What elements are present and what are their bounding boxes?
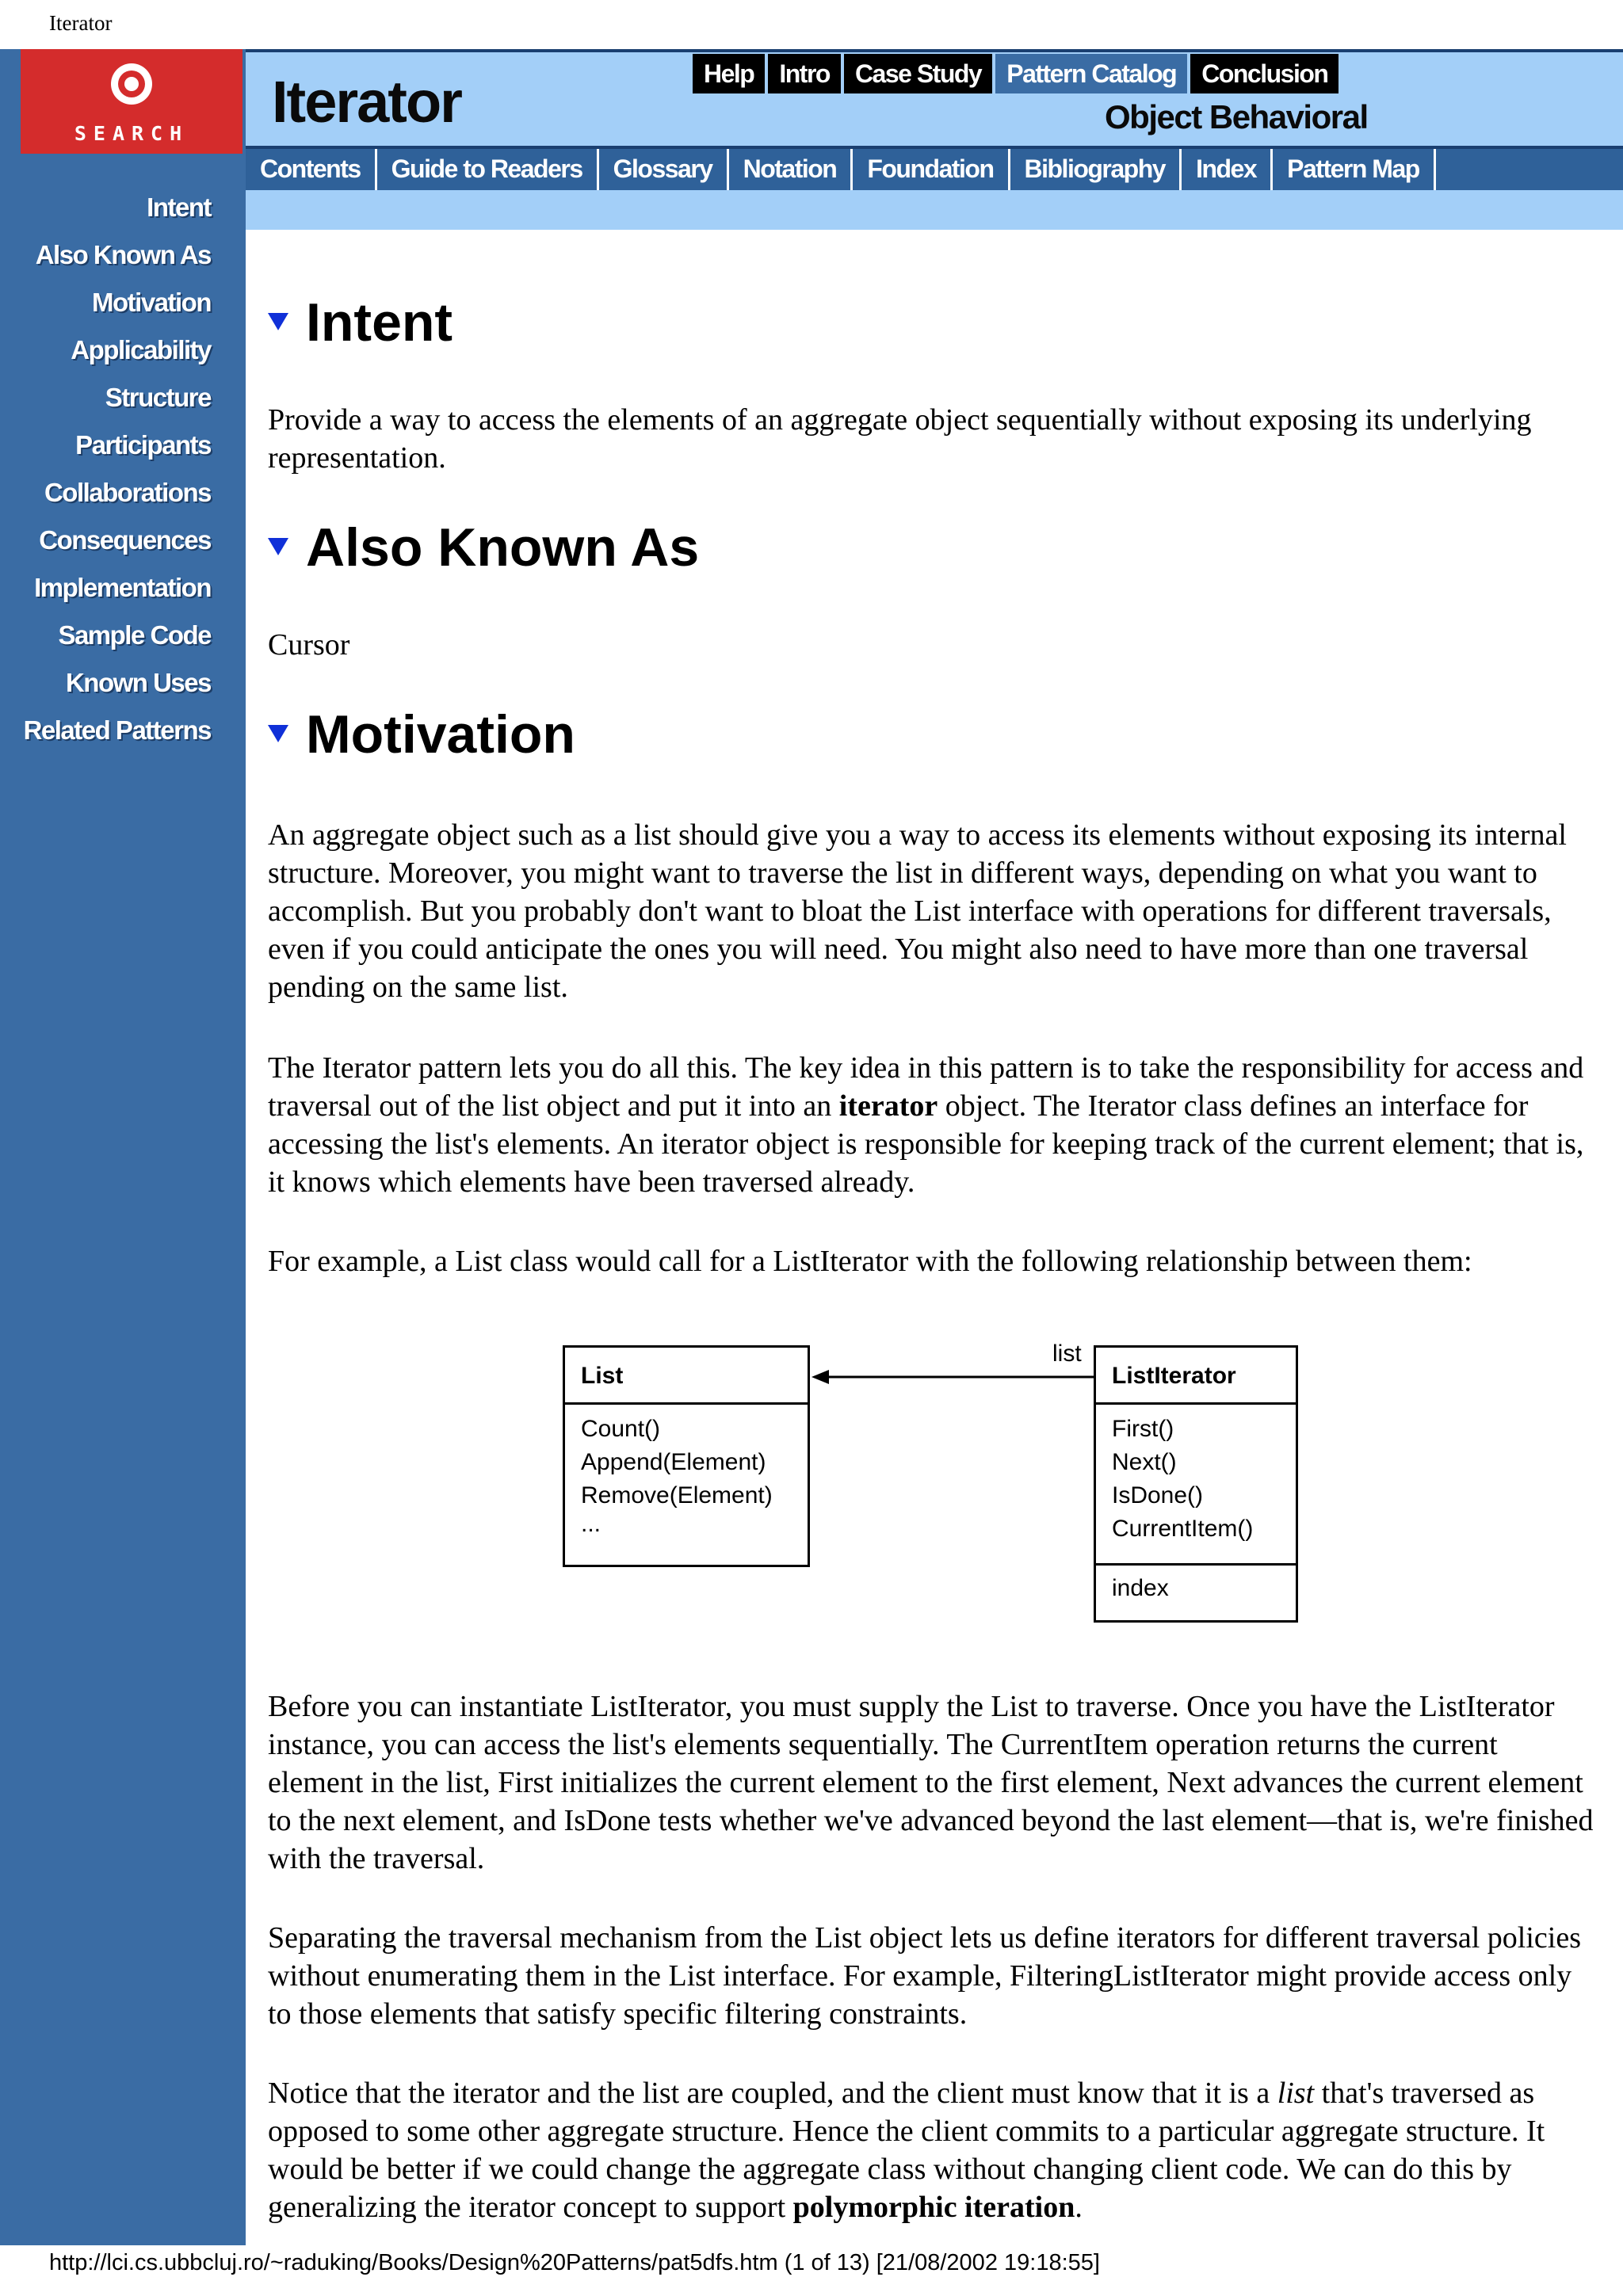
- nav-guide-to-readers[interactable]: Guide to Readers: [377, 149, 599, 190]
- header-spacer-bar: [246, 190, 1623, 230]
- motivation-paragraph-2: The Iterator pattern lets you do all this. The key idea in this pattern is to take the responsibility for access and traversal out of the list object and put it into an iterator object. The Iterator class defines an interface for accessing the list's elements. An iterator object is responsible for keeping track of the current element; that is, it knows which elements have been traversed already.: [268, 1051, 1584, 1199]
- uml-operation: CurrentItem(): [1112, 1516, 1254, 1542]
- intent-heading: [268, 292, 453, 353]
- aka-heading-text: Also Known As: [306, 517, 700, 578]
- sidebar-item-applicability[interactable]: Applicability: [71, 335, 211, 364]
- sidebar-item-collaborations[interactable]: Collaborations: [44, 478, 211, 507]
- sidebar-item-related-patterns[interactable]: Related Patterns: [23, 715, 211, 745]
- tab-pattern-catalog[interactable]: Pattern Catalog: [995, 54, 1187, 93]
- intent-heading-text: Intent: [306, 292, 453, 353]
- uml-diagram: [563, 1341, 1308, 1624]
- tab-intro[interactable]: Intro: [768, 54, 841, 93]
- uml-class-listiterator: [1094, 1345, 1298, 1623]
- sidebar-item-consequences[interactable]: Consequences: [39, 525, 211, 555]
- tab-help[interactable]: Help: [693, 54, 765, 93]
- collapse-triangle-icon[interactable]: [268, 725, 288, 742]
- sidebar-item-intent[interactable]: Intent: [147, 193, 211, 222]
- uml-class-list: [563, 1345, 810, 1567]
- collapse-triangle-icon[interactable]: [268, 313, 288, 330]
- target-icon: [109, 62, 154, 106]
- motivation-paragraph-6: Notice that the iterator and the list are coupled, and the client must know that it is a list that's traversed as opposed to some other aggregate structure. Hence the client commits to a particular aggregate structure. It would be better if we could change the aggregate class without changing client code. We can do this by generalizing the iterator concept to support polymorphic iteration.: [268, 2077, 1545, 2224]
- motivation-paragraph-1: An aggregate object such as a list should give you a way to access its elements without exposing its internal structure. Moreover, you might want to traverse the list in different ways, depending on what you want to accomplish. But you probably don't want to bloat the List interface with operations for different traversals, even if you could anticipate the ones you will need. You might also need to have more than one traversal pending on the same list.: [268, 818, 1567, 1004]
- print-footer-url: http://lci.cs.ubbcluj.ro/~raduking/Books/Design%20Patterns/pat5dfs.htm (1 of 13) [21/08/2002 19:18:55]: [49, 2250, 1100, 2275]
- nav-index[interactable]: Index: [1182, 149, 1273, 190]
- page-title: Iterator: [272, 69, 461, 135]
- uml-operation: First(): [1112, 1416, 1174, 1442]
- motivation-heading-text: Motivation: [306, 704, 575, 765]
- uml-association-role: list: [1052, 1341, 1082, 1367]
- pattern-classification: Object Behavioral: [1105, 98, 1368, 135]
- uml-operation: Append(Element): [581, 1449, 766, 1475]
- tab-conclusion[interactable]: Conclusion: [1190, 54, 1338, 93]
- nav-contents[interactable]: Contents: [246, 149, 377, 190]
- nav-notation[interactable]: Notation: [729, 149, 854, 190]
- search-label: SEARCH: [74, 122, 189, 145]
- term-list: list: [1277, 2077, 1315, 2110]
- uml-attribute: index: [1096, 1563, 1296, 1611]
- collapse-triangle-icon[interactable]: [268, 538, 288, 555]
- uml-operation: Remove(Element): [581, 1482, 773, 1508]
- aka-text: Cursor: [268, 628, 350, 662]
- sidebar-item-also-known-as[interactable]: Also Known As: [35, 240, 211, 269]
- uml-class-listiterator-name: ListIterator: [1096, 1348, 1296, 1405]
- sidebar-item-implementation[interactable]: Implementation: [34, 573, 211, 602]
- sidebar-item-participants[interactable]: Participants: [75, 430, 211, 460]
- intent-text: Provide a way to access the elements of an aggregate object sequentially without exposing its underlying representation.: [268, 403, 1532, 475]
- uml-class-list-operations: [565, 1405, 808, 1544]
- uml-class-list-name: List: [565, 1348, 808, 1405]
- section-nav: [24, 193, 211, 763]
- uml-operation: Count(): [581, 1416, 661, 1442]
- motivation-paragraph-4: Before you can instantiate ListIterator, you must supply the List to traverse. Once you have the ListIterator instance, you can access the list's elements sequentially. The CurrentItem operation returns the current element in the list, First initializes the current element to the first element, Next advances the current element to the next element, and IsDone tests whether we've advanced beyond the last element—that is, we're finished with the traversal.: [268, 1690, 1594, 1875]
- motivation-paragraph-3: For example, a List class would call for a ListIterator with the following relationship between them:: [268, 1245, 1472, 1278]
- motivation-paragraph-5: Separating the traversal mechanism from the List object lets us define iterators for different traversal policies without enumerating them in the List interface. For example, FilteringListIterator might provide access only to those elements that satisfy specific filtering constraints.: [268, 1921, 1581, 2031]
- sidebar-item-structure[interactable]: Structure: [105, 383, 211, 412]
- nav-foundation[interactable]: Foundation: [853, 149, 1010, 190]
- sidebar-item-motivation[interactable]: Motivation: [92, 288, 211, 317]
- term-iterator: iterator: [838, 1089, 938, 1123]
- uml-operation: Next(): [1112, 1449, 1177, 1475]
- print-page-title: Iterator: [49, 11, 113, 35]
- uml-class-listiterator-operations: [1096, 1405, 1296, 1563]
- sidebar-item-known-uses[interactable]: Known Uses: [65, 668, 211, 697]
- sidebar-item-sample-code[interactable]: Sample Code: [58, 620, 211, 650]
- nav-glossary[interactable]: Glossary: [599, 149, 729, 190]
- header-top-divider: [246, 49, 1623, 52]
- uml-operation: IsDone(): [1112, 1482, 1204, 1508]
- search-button[interactable]: [21, 49, 242, 154]
- nav-pattern-map[interactable]: Pattern Map: [1273, 149, 1436, 190]
- uml-operation: ...: [581, 1511, 601, 1537]
- term-polymorphic-iteration: polymorphic iteration: [792, 2191, 1075, 2224]
- contents-nav: [246, 149, 1623, 190]
- tab-case-study[interactable]: Case Study: [844, 54, 992, 93]
- top-nav: [693, 54, 1342, 93]
- sidebar: [0, 49, 246, 2245]
- aka-heading: [268, 517, 699, 578]
- motivation-heading: [268, 704, 575, 765]
- nav-bibliography[interactable]: Bibliography: [1010, 149, 1182, 190]
